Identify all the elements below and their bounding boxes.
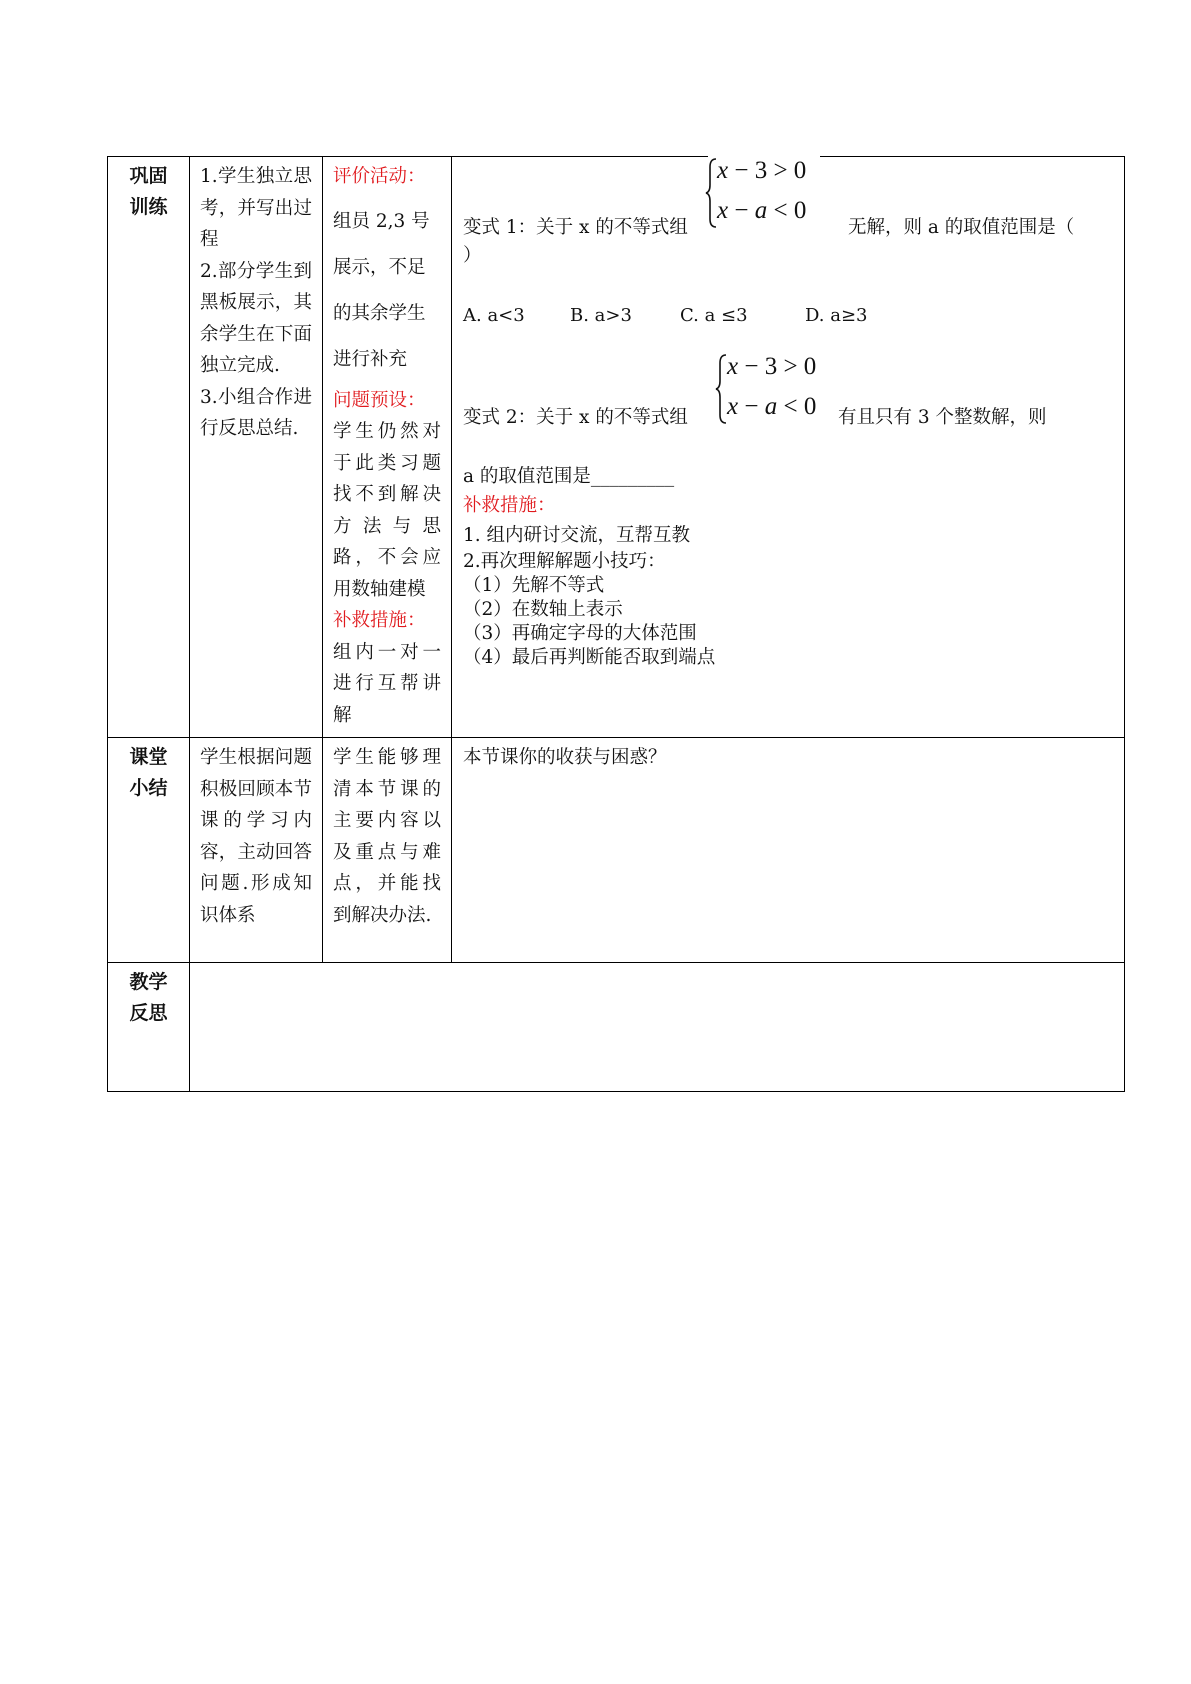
left-brace-icon: [705, 157, 717, 229]
variant2-suffix: 有且只有 3 个整数解，则: [838, 407, 1047, 428]
variant2-answer-line: a 的取值范围是_________: [463, 466, 675, 487]
student-activity-cell: [190, 738, 323, 963]
remedy-text: 组内一对一进行互帮讲解: [333, 641, 441, 726]
left-brace-icon: [715, 353, 727, 425]
stage-label: 反思: [129, 1002, 168, 1024]
remedy-item: 2.再次理解解题小技巧：: [463, 551, 666, 572]
remedy-label: 补救措施：: [463, 495, 556, 516]
table-row: [108, 157, 1125, 738]
remedy-item: （4）最后再判断能否取到端点: [463, 647, 716, 668]
activity-item: 2.部分学生到黑板展示，其余学生在下面独立完成.: [200, 260, 312, 376]
remedy-item: （2）在数轴上表示: [463, 599, 623, 620]
stage-label: 小结: [129, 777, 168, 799]
stage-label: 巩固: [129, 165, 168, 187]
stage-label: 训练: [129, 196, 168, 218]
variant2-prefix: 变式 2：关于 x 的不等式组: [463, 407, 688, 428]
lesson-plan-table: [107, 156, 1125, 1092]
table-row: [108, 963, 1125, 1092]
remedy-label: 补救措施：: [333, 610, 426, 631]
table-row: [108, 738, 1125, 963]
evaluation-text: 学生能够理清本节课的主要内容以及重点与难点，并能找到解决办法.: [333, 747, 441, 926]
stage-cell: [108, 738, 190, 963]
remedy-item: 1. 组内研讨交流，互帮互教: [463, 525, 691, 546]
stage-label: 教学: [129, 971, 168, 993]
student-activity-cell: [190, 157, 323, 738]
eval-line: 进行补充: [333, 348, 408, 370]
option-d: D. a≥3: [805, 305, 868, 326]
option-a: A. a<3: [463, 305, 525, 326]
eval-activity-label: 评价活动：: [333, 166, 426, 187]
eval-line: 的其余学生: [333, 302, 426, 324]
variant1-suffix: 无解，则 a 的取值范围是（: [848, 217, 1075, 238]
variant1-close: ）: [463, 245, 482, 266]
evaluation-cell: [323, 157, 452, 738]
problem-preset-label: 问题预设：: [333, 389, 426, 411]
option-c: C. a ≤3: [680, 305, 748, 326]
eval-line: 展示，不足: [333, 256, 426, 278]
option-b: B. a>3: [570, 305, 632, 326]
equation-1: x − 3 > 0: [727, 353, 817, 380]
equation-2: x − a < 0: [727, 393, 817, 420]
activity-item: 学生根据问题积极回顾本节课的学习内容，主动回答问题.形成知识体系: [200, 747, 312, 926]
activity-item: 3.小组合作进行反思总结.: [200, 386, 312, 439]
eval-line: 组员 2,3 号: [333, 210, 430, 232]
content-cell: [452, 738, 1125, 963]
stage-cell: [108, 157, 190, 738]
equation-1: x − 3 > 0: [717, 157, 807, 184]
variant1-prefix: 变式 1：关于 x 的不等式组: [463, 217, 688, 238]
reflection-cell: [190, 963, 1125, 1092]
problem-preset-text: 学生仍然对于此类习题找不到解决方法与思路，不会应用数轴建模: [333, 421, 441, 600]
stage-label: 课堂: [129, 746, 168, 768]
summary-question: 本节课你的收获与困惑？: [463, 747, 667, 768]
stage-cell: [108, 963, 190, 1092]
evaluation-cell: [323, 738, 452, 963]
content-cell: [452, 157, 1125, 738]
activity-item: 1.学生独立思考，并写出过程: [200, 166, 312, 250]
remedy-item: （3）再确定字母的大体范围: [463, 623, 697, 644]
remedy-item: （1）先解不等式: [463, 575, 605, 596]
equation-2: x − a < 0: [717, 197, 807, 224]
